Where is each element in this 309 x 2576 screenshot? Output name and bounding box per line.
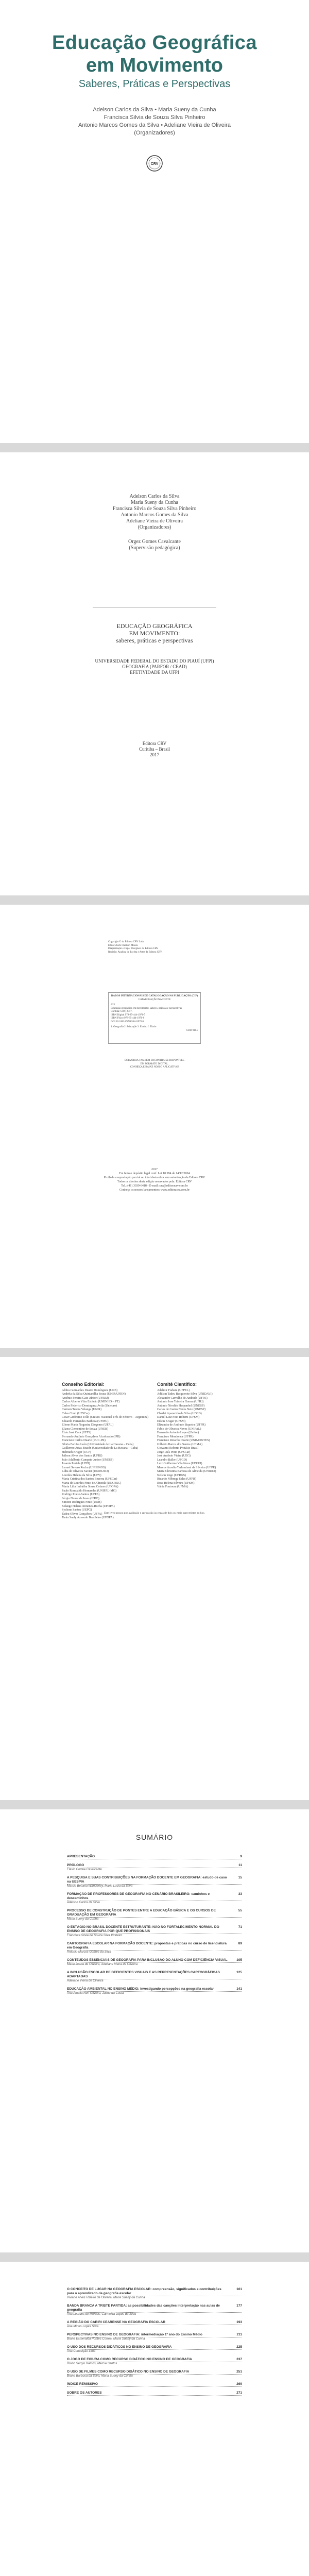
board-member: Guillermo Arias Beatón (Universidade de La Havana – Cuba) [62, 1447, 139, 1450]
copyright-line: Editor-chefe: Railson Moura [108, 944, 138, 947]
summary-entry[interactable] [67, 1987, 242, 1995]
board-member: Fernando Antonio Lopes (Unifor) [157, 1431, 199, 1434]
summary-entry-author: Bruna Esmeralda Pontes Correa, Maria Sueny da Cunha [67, 2337, 145, 2341]
board-member: Edson Kruger (UFSM) [157, 1419, 186, 1423]
cover-author-line: Francisca Silvia de Souza Silva Pinheiro [104, 114, 205, 121]
summary-entry-author: Ana Mirtes Lopes Silva [67, 2325, 99, 2328]
publisher-logo [146, 155, 163, 172]
board-member: Daniel Luiz Poio Roberti (UFSM) [157, 1416, 200, 1419]
copyright-line: Copyright © da Editora CRV Ltda. [108, 941, 144, 943]
legal-line: Todos os direitos desta edição reservados pela: Editora CRV [117, 1180, 192, 1183]
summary-entry-author: Ana Amélia Neri Oliveira, Jaime da Costa [67, 1992, 124, 1995]
copyright-block [108, 941, 201, 954]
summary-entry[interactable] [67, 1863, 242, 1872]
summary-entry-author: Flavio Corrêa Cavalcante [67, 1868, 102, 1871]
credits-page [0, 452, 309, 895]
summary-entry-page: 105 [236, 1958, 242, 1962]
board-member: Leandro Baller (UFGD) [157, 1458, 187, 1462]
book-title-line: EDUCAÇÃO GEOGRÁFICA [116, 622, 193, 630]
board-member: Luiz Guilherme Vila Nova (UFRRJ) [157, 1462, 202, 1465]
summary-entry-page: 15 [238, 1876, 242, 1879]
board-member: Antonio Jose Teixeira Guerra (UFRJ) [157, 1400, 204, 1403]
summary-entry-title: PRÓLOGO [67, 1863, 242, 1868]
summary-entry-title: O USO DOS RECURSOS DIDÁTICOS NO ENSINO DE GEOGRAFIA [67, 2345, 242, 2350]
summary-page-continued [0, 2262, 309, 2576]
summary-entry-author: Viviane Alves Ribeiro de Oliveira, Maria Sueny da Cunha [67, 2296, 145, 2299]
summary-entry-author: Adelson Carlos da Silva [67, 1901, 100, 1904]
board-member: Fabio de Oliveira Neves (UNIFAL) [157, 1427, 201, 1431]
summary-entry-title: A PESQUISA E SUAS CONTRIBUIÇÕES NA FORMAÇÃO DOCENTE EM GEOGRAFIA: estudo de caso na UESPIA [67, 1876, 242, 1885]
summary-entry-title: A REGIÃO DO CARIRI CEARENSE NA GEOGRAFIA ESCOLAR [67, 2320, 242, 2325]
board-member: Andréia da Silva Quintanilha Sousa (UNIR/UFRN) [62, 1393, 126, 1396]
board-member: Jailson Alves dos Santos (UFRJ) [62, 1454, 102, 1458]
board-member: Rosa Helena Silveira (UFSM) [157, 1481, 195, 1485]
copyright-line: Revisão: Analista de Escrita e Artes da Editora CRV [108, 951, 162, 954]
summary-entry-title: CONTEÚDOS ESSENCIAIS DE GEOGRAFIA PARA INCLUSÃO DO ALUNO COM DEFICIÊNCIA VISUAL [67, 1958, 242, 1963]
summary-entry-author: Ana Lourdes de Moraes, Carmelita Lopes da Silva [67, 2313, 136, 2316]
cover-authors [0, 106, 309, 137]
board-member: Antonio Nivaldo Hespanhol (UNESP) [157, 1404, 205, 1408]
summary-entry-title: EDUCAÇÃO AMBIENTAL NO ENSINO MÉDIO: investigando percepções na geografia escolar [67, 1987, 242, 1992]
cip-line: CDD 910.7 [186, 1029, 198, 1032]
summary-entry-page: 193 [236, 2320, 242, 2324]
summary-entry-page: 271 [236, 2391, 242, 2395]
cip-line: E23 [111, 1004, 115, 1006]
editorial-council [62, 1383, 152, 1520]
summary-entry[interactable] [67, 1909, 242, 1921]
summary-entry-title: APRESENTAÇÃO [67, 1855, 242, 1859]
board-member: Marcos Aurelio Tarlombani da Silveira (UFPR) [157, 1466, 216, 1469]
board-member: Celso Conti (UFSCar) [62, 1412, 90, 1415]
cover-author-line: Adelson Carlos da Silva • Maria Sueny da Cunha [93, 107, 216, 113]
board-member: José Antônio Vieira (UEG) [157, 1454, 191, 1458]
board-member: Fernando Antônio Gonçalves Alcoforado (IPB) [62, 1435, 121, 1438]
board-member: Elizeu Clementino de Souza (UNEB) [62, 1427, 108, 1431]
summary-entry-page: 269 [236, 2382, 242, 2386]
board-member: Aldira Guimarães Duarte Domínguez (UNB) [62, 1388, 118, 1392]
summary-entry[interactable] [67, 2304, 242, 2316]
board-member: Nelson Rego (UFRGS) [157, 1473, 186, 1477]
institution-line: EFETIVIDADE DA UFPI [130, 670, 179, 675]
summary-entry[interactable] [67, 1925, 242, 1938]
legal-line: 2017 [151, 1168, 158, 1171]
summary-entry-title: PROCESSO DE CONSTRUÇÃO DE PONTES ENTRE A EDUCAÇÃO BÁSICA E OS CURSOS DE GRADUAÇÃO EM GEOGRAFIA [67, 1909, 242, 1918]
board-member: Carmen Tereza Velanga (UNIR) [62, 1408, 102, 1411]
legal-line: Proibida a reprodução parcial ou total desta obra sem autorização da Editora CRV [104, 1176, 205, 1179]
cover-author-line: (Organizadores) [134, 130, 175, 136]
board-member: Francisco Ricardo Duarte (UNIMONTES) [157, 1439, 210, 1442]
scientific-committee-heading: Comitê Científico: [157, 1382, 197, 1387]
legal-notice [0, 1167, 309, 1192]
summary-entry[interactable] [67, 2287, 242, 2300]
copyright-line: Diagramação e Capa: Designers da Editora CRV [108, 947, 159, 950]
summary-entry-author: Bruno Sérgio Ramos, Mércia Santos [67, 2362, 117, 2365]
summary-entry-title: A INCLUSÃO ESCOLAR DE DEFICIENTES VISUAIS E AS REPRESENTAÇÕES CARTOGRÁFICAS ADAPTADAS [67, 1971, 242, 1979]
summary-entry-title: ÍNDICE REMISSIVO [67, 2382, 242, 2387]
organizers-block [0, 494, 309, 551]
summary-entry-title: BANDA BRANCA A TRISTE PARTIDA: as possibilidades das canções interpretação nas aulas de geografia [67, 2304, 242, 2313]
editorial-council-heading: Conselho Editorial: [62, 1382, 105, 1387]
cover-page [0, 0, 309, 443]
summary-entry-page: 11 [238, 1863, 242, 1867]
summary-entry-page: 141 [236, 1987, 242, 1991]
board-member: Solange Helena Ximenes-Rocha (UFOPA) [62, 1504, 115, 1508]
summary-entry-title: O USO DE FILMES COMO RECURSO DIDÁTICO NO ENSINO DE GEOGRAFIA [67, 2370, 242, 2375]
publisher-year: 2017 [150, 752, 159, 757]
board-member: Maria Lília Imbiriba Sousa Colares (UFOPA) [62, 1485, 118, 1488]
organizer-name: Antonio Marcos Gomes da Silva [121, 512, 188, 518]
summary-entry-page: 9 [240, 1855, 242, 1858]
board-member: Cesar Gerônimo Tello (Univer. Nacional Três de Febrero – Argentina) [62, 1416, 149, 1419]
summary-entry[interactable] [67, 2333, 242, 2341]
summary-entry-page: 89 [238, 1942, 242, 1945]
summary-entry-page: 71 [238, 1925, 242, 1929]
digital-notice [103, 1059, 206, 1070]
summary-entry-title: FORMAÇÃO DE PROFESSORES DE GEOGRAFIA NO CENÁRIO BRASILEIRO: caminhos e descaminhos [67, 1892, 242, 1901]
summary-entry-author: Francisca Silvia de Souza Silva Pinheiro [67, 1934, 123, 1937]
board-member: Charlei Aparecido da Silva (UFGD) [157, 1412, 202, 1415]
summary-entry-title: PERSPECTIVAS NO ENSINO DE GEOGRAFIA: intermediação 1º ano do Ensino Médio [67, 2333, 242, 2337]
board-member: Francisco Mendonça (UFPR) [157, 1435, 194, 1438]
summary-entry-title: O CONCEITO DE LUGAR NA GEOGRAFIA ESCOLAR: compreensão, significados e contribuições para o aprendizado da geografia escolar [67, 2287, 242, 2296]
cip-line: Educação geográfica em movimento: saberes, práticas e perspectivas [111, 1007, 182, 1010]
summary-entry-page: 237 [236, 2358, 242, 2361]
summary-entry-title: O ESTÁGIO NO BRASIL DOCENTE ESTRUTURANTE: NÃO NO FORTALECIMENTO NORMAL DO ENSINO DE GEOGRAFIA POR QUE PROFISSIONAIS [67, 1925, 242, 1934]
notice-line: EM FORMATO DIGITAL. [140, 1062, 169, 1065]
summary-list [67, 1855, 242, 1999]
summary-entry-page: 161 [236, 2287, 242, 2291]
board-member: Eduardo Fernandes Barbosa (UFMG) [62, 1419, 109, 1423]
cip-line: CATALOGAÇÃO NA FONTE [138, 998, 171, 1001]
cover-author-line: Antonio Marcos Gomes da Silva • Adeliane Vieira de Oliveira [78, 122, 231, 128]
publisher-logo-text: CRV [150, 162, 159, 166]
board-member: Tania Suely Azevedo Brasileiro (UFOPA) [62, 1516, 114, 1519]
board-member: Elione Maria Nogueira Diogenes (UFAL) [62, 1423, 114, 1427]
notice-line: ESTA OBRA TAMBÉM ENCONTRA-SE DISPONÍVEL [124, 1059, 185, 1062]
board-member: Tadeu Oliver Gonçalves (UFPA) [62, 1512, 102, 1516]
notice-line: CONHEÇA E BAIXE NOSSO APLICATIVO! [130, 1066, 179, 1069]
organizer-role: (Organizadores) [138, 524, 171, 530]
summary-entry[interactable] [67, 1876, 242, 1888]
board-member: Lourdes Helena da Silva (UFV) [62, 1473, 101, 1477]
catalog-page [0, 905, 309, 1348]
board-member: Vânia Fontoura (UFMA) [157, 1485, 188, 1488]
cip-line: DADOS INTERNACIONAIS DE CATALOGAÇÃO NA PUBLICAÇÃO (CIP) [111, 995, 198, 997]
supervisor-role: (Supervisão pedagógica) [129, 545, 180, 551]
board-member: Carlos Alberto Vilar Estêvão (UMINHO – PT) [62, 1400, 120, 1403]
cataloging-box [108, 992, 201, 1044]
organizer-name: Adelson Carlos da Silva [129, 494, 180, 499]
summary-entry-author: Marcia Betania Wanderley, Maria Lucia da Silva [67, 1885, 133, 1888]
summary-entry[interactable] [67, 2382, 242, 2387]
cip-line: 1. Geografia 2. Educação 3. Ensino I. Título [111, 1026, 157, 1028]
summary-entry-title: O JOGO DE FIGURA COMO RECURSO DIDÁTICO NO ENSINO DE GEOGRAFIA [67, 2358, 242, 2362]
supervisor-name: Orgez Gomes Cavalcante [128, 539, 181, 545]
cip-line: Curitiba: CRV, 2017. [111, 1010, 133, 1013]
summary-entry-page: 251 [236, 2370, 242, 2374]
board-member: Ricardo Nóbrega Sales (UFPR) [157, 1478, 196, 1481]
book-title-line: EM MOVIMENTO: [129, 630, 180, 637]
cover-title-line2: em Movimento [85, 55, 224, 76]
board-member: Antônio Pereira Gaio Júnior (UFRRJ) [62, 1396, 109, 1400]
summary-entry-page: 55 [238, 1909, 242, 1912]
board-member: Carlos de Castro Neves Neto (UNESP) [157, 1408, 206, 1411]
legal-line: Foi feito o depósito legal conf. Lei 10.994 de 14/12/2004 [119, 1172, 190, 1175]
summary-entry[interactable] [67, 2320, 242, 2329]
board-member: Élsio José Corá (UFFS) [62, 1431, 92, 1434]
summary-heading: SUMÁRIO [135, 1833, 174, 1841]
summary-entry[interactable] [67, 1971, 242, 1983]
board-member: Rodrigo Pratte-Santos (UFES) [62, 1493, 100, 1496]
summary-page [0, 1809, 309, 2252]
scientific-committee [157, 1383, 247, 1489]
board-member: Sérgio Nunes de Jesus (IFRO) [62, 1497, 99, 1500]
summary-entry-page: 211 [236, 2333, 242, 2336]
board-member: Maria Christina Barbosa de Almeida (UNIRIO) [157, 1470, 216, 1473]
cip-line: ISBN Digital 978-85-444-1971-7 [111, 1013, 145, 1016]
board-member: Leonel Severo Rocha (UNISINOS) [62, 1466, 106, 1469]
board-member: Elizandra de Andrade Siqueira (UFPR) [157, 1423, 205, 1427]
summary-entry[interactable] [67, 2370, 242, 2378]
board-member: Giovanni Roberto Protásio Brasil [157, 1447, 199, 1450]
organizer-name: Maria Sueny da Cunha [131, 500, 178, 505]
summary-entry-title: CARTOGRAFIA ESCOLAR NA FORMAÇÃO DOCENTE: propostas e práticas no curso de licenciatura em Geografia [67, 1942, 242, 1951]
summary-entry-author: Bruna Barbosa da Silva, Maria Sueny da Cunha [67, 2375, 133, 2378]
book-title [0, 622, 309, 644]
board-member: Adelmir Fiabani (UFPEL) [157, 1388, 190, 1392]
board-member: Lídia de Oliveira Xavier (UNIEURO) [62, 1470, 109, 1473]
cover-subtitle: Saberes, Práticas e Perspectivas [78, 78, 231, 90]
institution-block [0, 658, 309, 675]
board-member: Maria Cristina dos Santos Bezerra (UFSCar) [62, 1478, 117, 1481]
summary-entry-page: 225 [236, 2345, 242, 2349]
summary-list [67, 2287, 242, 2400]
summary-entry[interactable] [67, 2345, 242, 2353]
cip-line: ISBN Físico 978-85-444-1970-0 [111, 1017, 145, 1020]
board-member: Francisco Carlos Duarte (PUC-PR) [62, 1439, 106, 1442]
cip-line: DOI 10.24824/978854441970.0 [111, 1020, 144, 1023]
summary-entry[interactable] [67, 1958, 242, 1967]
publisher-block [0, 741, 309, 758]
summary-entry-author: Antonio Marcos Gomes da Silva [67, 1951, 111, 1954]
board-member: Alexandre Carvalho de Andrade (UFPA) [157, 1396, 208, 1400]
summary-entry[interactable] [67, 1942, 242, 1954]
board-member: Josania Portela (UFPI) [62, 1462, 90, 1465]
cover-title-line1: Educação Geográfica [52, 32, 258, 54]
publisher-city: Curitiba – Brasil [139, 747, 170, 752]
board-member: Gilberto Barros dos Santos (UEMA) [157, 1443, 202, 1446]
organizer-name: Adeliane Vieira de Oliveira [126, 518, 183, 524]
summary-entry-author: Adeliane Vieira de Oliveira [67, 1979, 104, 1982]
board-page [0, 1357, 309, 1800]
summary-entry-author: Maria Sueny da Cunha [67, 1918, 99, 1921]
summary-entry-page: 177 [236, 2304, 242, 2308]
peer-review-note: Este livro passou por avaliação e aprovação às cegas de dois ou mais pareceristas ad hoc. [104, 1512, 205, 1515]
summary-entry-page: 33 [238, 1892, 242, 1896]
board-member: Sydione Santos (UEPG) [62, 1509, 92, 1512]
summary-entry-author: Maria Joana de Oliveira, Adeliane Vieira de Oliveira [67, 1963, 138, 1966]
board-member: Helmuth Krüger (UCP) [62, 1450, 91, 1454]
summary-entry-title: SOBRE OS AUTORES [67, 2391, 242, 2396]
board-member: João Adalberto Campato Junior (UNESP) [62, 1458, 114, 1462]
summary-entry[interactable] [67, 1855, 242, 1859]
board-member: Carlos Federico Dominguez Avila (Unieuro) [62, 1404, 117, 1408]
legal-line: Conheça os nossos lançamentos: www.editoracrv.com.br [119, 1189, 190, 1192]
book-title-line: saberes, práticas e perspectivas [116, 637, 193, 644]
legal-line: Tel.: (41) 3039-6418 - E-mail: sac@editoracrv.com.br [121, 1184, 188, 1188]
board-member: Maria de Lourdes Pinto de Almeida (UNOESC) [62, 1481, 122, 1485]
institution-line: UNIVERSIDADE FEDERAL DO ESTADO DO PIAUÍ (UFPI) [95, 658, 214, 664]
organizer-name: Francisca Silvia de Souza Silva Pinheiro [112, 506, 197, 512]
board-member: Jorge Luís Pinto (UFSCar) [157, 1450, 191, 1454]
summary-entry[interactable] [67, 2358, 242, 2366]
board-member: Paulo Romualdo Hernandes (UNIFAL-MG) [62, 1489, 117, 1493]
summary-entry-author: Ana Conceição Lima [67, 2350, 96, 2353]
board-member: Simone Rodrigues Pinto (UNB) [62, 1501, 101, 1504]
summary-entry[interactable] [67, 2391, 242, 2396]
institution-line: GEOGRAFIA (PARFOR / CEAD) [122, 664, 187, 669]
board-member: Adilson Tadeu Basquerote Silva (UNIDAVI) [157, 1393, 213, 1396]
summary-entry-page: 125 [236, 1971, 242, 1974]
summary-entry[interactable] [67, 1892, 242, 1905]
publisher-name: Editora CRV [142, 741, 167, 746]
board-member: Gloria Fariñas León (Universidade de La Havana – Cuba) [62, 1443, 134, 1446]
